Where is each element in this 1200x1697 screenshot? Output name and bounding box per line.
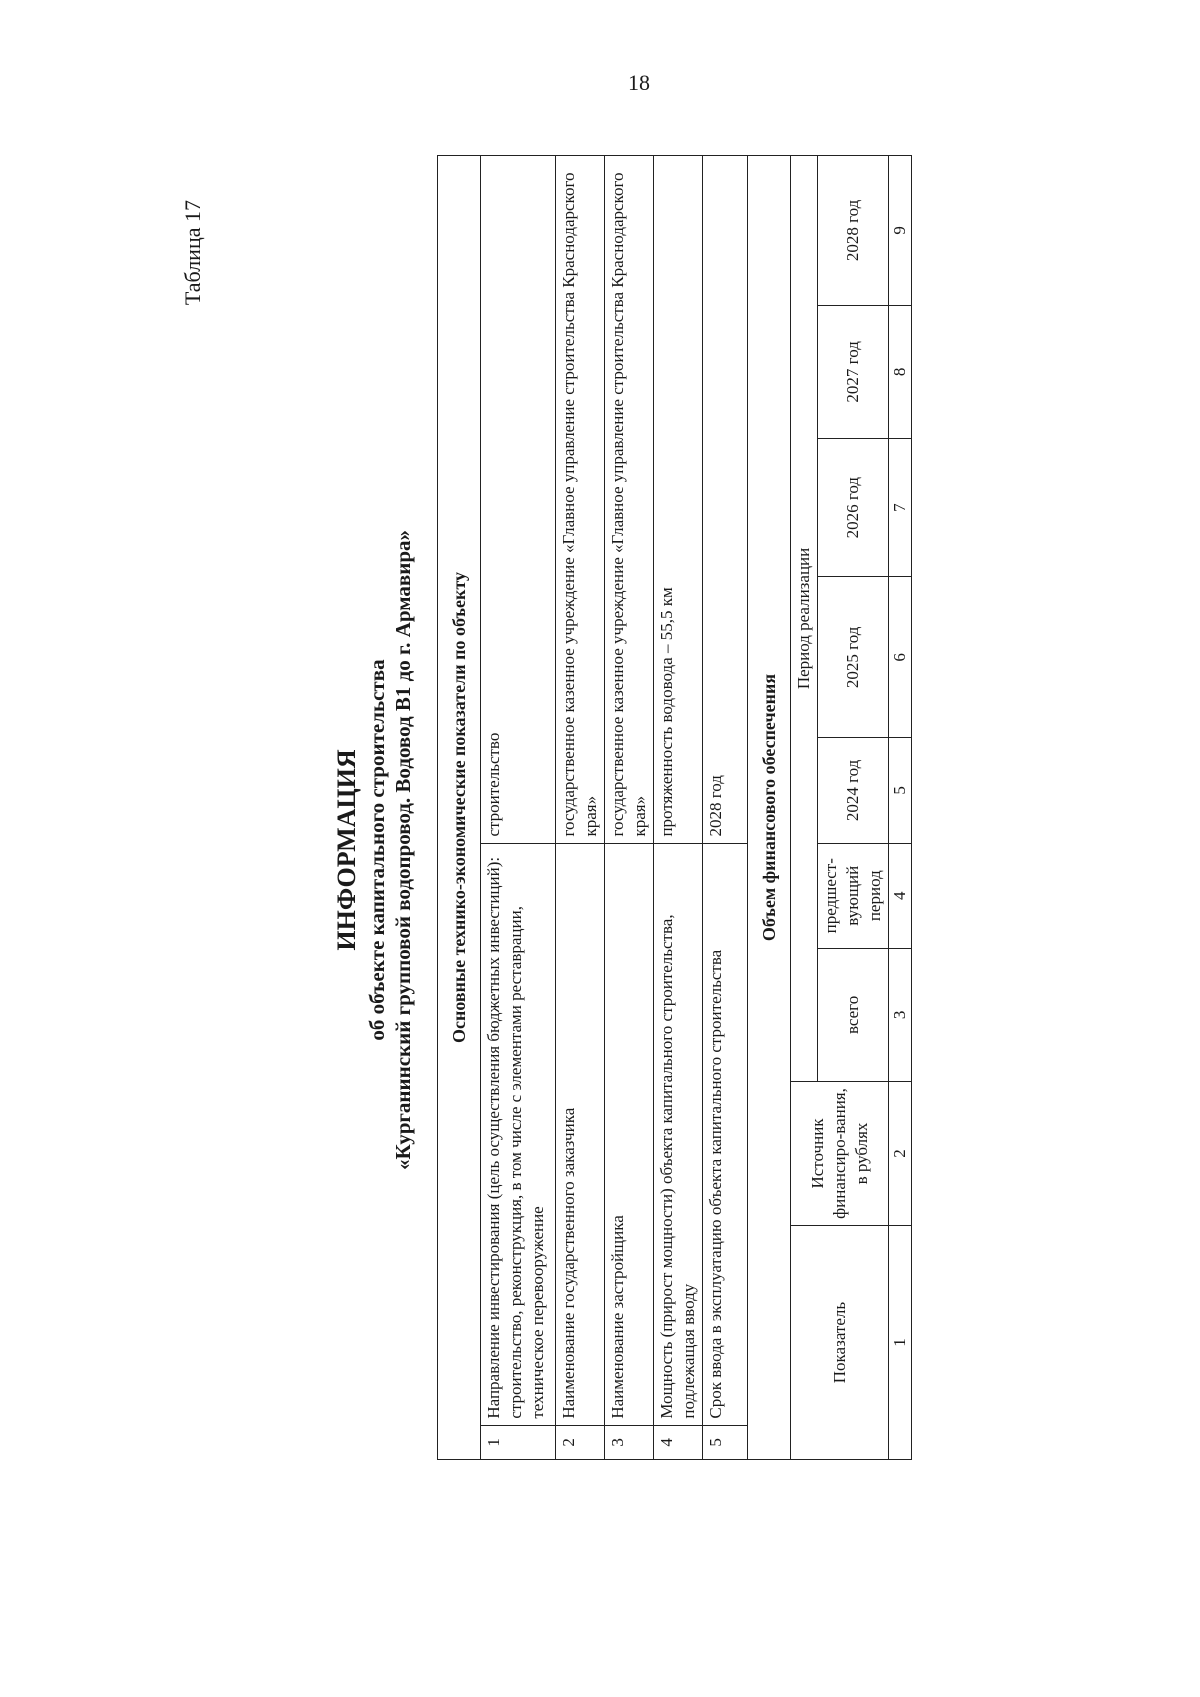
row-number: 3 <box>605 1425 654 1459</box>
row-number: 4 <box>654 1425 703 1459</box>
document-title: ИНФОРМАЦИЯ <box>332 749 361 951</box>
row-label: Направление инвестирования (цель осуществления бюджетных инвестиций): строительство, реконструкция, в том числе с элементами реставрации, техническое перевооружение <box>481 843 556 1425</box>
tech-section-heading: Основные технико-экономические показатели по объекту <box>438 156 481 1460</box>
col-year: 2025 год <box>818 577 889 738</box>
tech-row <box>703 156 748 1460</box>
col-year: 2026 год <box>818 438 889 577</box>
row-number: 2 <box>556 1425 605 1459</box>
row-value: протяженность водовода – 55,5 км <box>654 156 703 844</box>
column-number: 1 <box>889 1226 912 1460</box>
column-number: 9 <box>889 156 912 306</box>
document-subtitle: об объекте капитального строительства <box>365 659 389 1041</box>
col-indicator: Показатель <box>791 1226 889 1460</box>
row-label: Срок ввода в эксплуатацию объекта капитального строительства <box>703 843 748 1425</box>
object-name: «Курганинский групповой водопровод. Водовод В1 до г. Армавира» <box>391 530 415 1171</box>
col-period: Период реализации <box>791 156 818 1082</box>
column-number: 2 <box>889 1081 912 1225</box>
row-value: государственное казенное учреждение «Главное управление строительства Краснодарского края» <box>605 156 654 844</box>
row-label: Наименование государственного заказчика <box>556 843 605 1425</box>
column-number-row <box>889 156 912 1460</box>
finance-section-heading: Объем финансового обеспечения <box>748 156 791 1460</box>
finance-header-row <box>791 156 818 1460</box>
row-value: государственное казенное учреждение «Главное управление строительства Краснодарского края» <box>556 156 605 844</box>
column-number: 3 <box>889 948 912 1081</box>
row-value: строительство <box>481 156 556 844</box>
document-header <box>330 130 416 1570</box>
tech-row <box>654 156 703 1460</box>
column-number: 6 <box>889 577 912 738</box>
col-year: 2027 год <box>818 305 889 438</box>
column-number: 8 <box>889 305 912 438</box>
tech-row <box>605 156 654 1460</box>
col-year: 2028 год <box>818 156 889 306</box>
col-year: 2024 год <box>818 738 889 843</box>
column-number: 7 <box>889 438 912 577</box>
column-number: 5 <box>889 738 912 843</box>
row-label: Наименование застройщика <box>605 843 654 1425</box>
row-value: 2028 год <box>703 156 748 844</box>
row-number: 1 <box>481 1425 556 1459</box>
col-source: Источник финансиро-вания, в рублях <box>791 1081 889 1225</box>
row-number: 5 <box>703 1425 748 1459</box>
rotated-sheet <box>180 130 1080 1570</box>
table-label: Таблица 17 <box>180 200 205 306</box>
info-table <box>437 155 912 1460</box>
page-number: 18 <box>628 70 650 95</box>
row-label: Мощность (прирост мощности) объекта капитального строительства, подлежащая вводу <box>654 843 703 1425</box>
column-number: 4 <box>889 843 912 948</box>
col-previous: предшест-вующий период <box>818 843 889 948</box>
tech-row <box>481 156 556 1460</box>
tech-row <box>556 156 605 1460</box>
col-total: всего <box>818 948 889 1081</box>
